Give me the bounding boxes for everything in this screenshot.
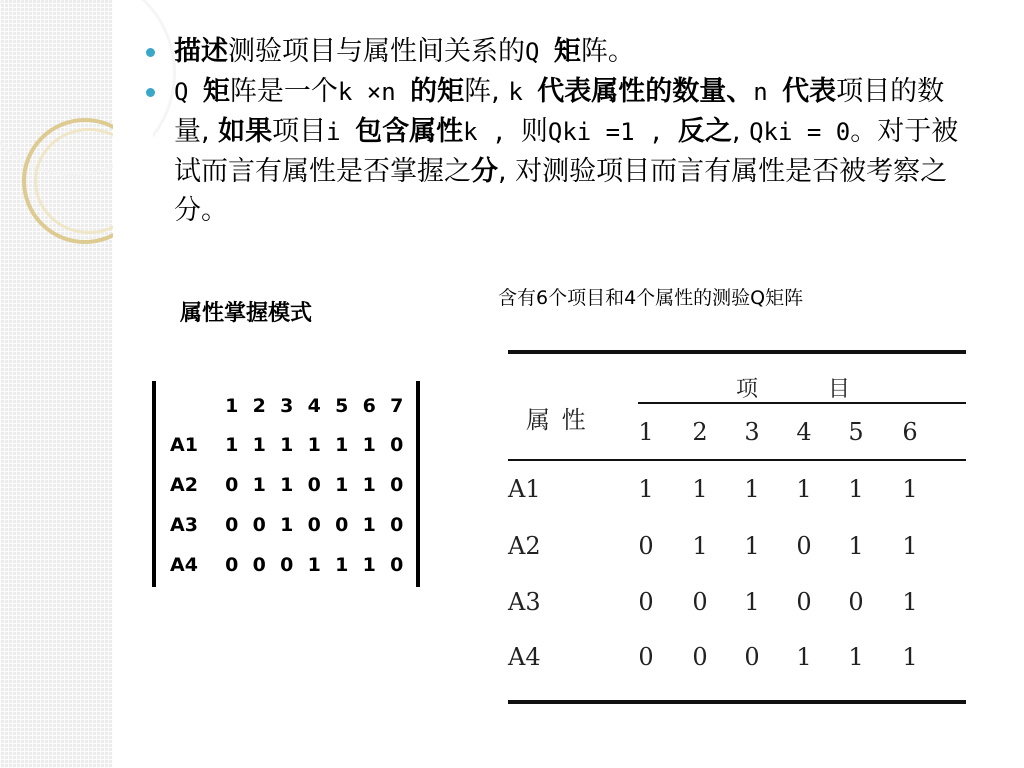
table-cell: 0: [796, 588, 812, 616]
bullet-text-segment: 阵,: [464, 76, 509, 107]
matrix-cell: 1: [362, 554, 376, 576]
matrix-column-header: 2: [252, 395, 266, 417]
bullet-text-segment: 如果: [218, 116, 273, 147]
matrix-cell: 0: [390, 554, 404, 576]
table-row-label: A3: [508, 588, 541, 616]
matrix-cell: 0: [225, 514, 239, 536]
table-column-header: 4: [796, 418, 812, 446]
bullet-text-segment: 阵。: [580, 36, 635, 67]
table-cell: 0: [638, 588, 654, 616]
bullet-text-segment: 矩: [202, 76, 230, 107]
q-matrix-table: [506, 350, 966, 710]
table-cell: 1: [848, 475, 864, 503]
bullet-text-segment: 代表: [782, 76, 837, 107]
matrix-cell: 1: [280, 514, 294, 536]
matrix-cell: 0: [390, 474, 404, 496]
matrix-row: [170, 554, 411, 576]
table-column-header: 2: [692, 418, 708, 446]
matrix-cell: 1: [225, 434, 239, 456]
q-matrix-caption: 含有6个项目和4个属性的测验Q矩阵: [498, 287, 804, 309]
table-cell: 1: [796, 475, 812, 503]
matrix-column-header: 4: [307, 395, 321, 417]
matrix-column-header: 7: [390, 395, 404, 417]
matrix-column-header: 5: [335, 395, 349, 417]
bullet-text-segment: i: [326, 118, 356, 146]
matrix-cell: 1: [335, 474, 349, 496]
matrix-cell: 1: [335, 554, 349, 576]
bullet-text-segment: 则: [520, 116, 548, 147]
bullet-text-segment: 代表属性的数量、: [537, 76, 754, 107]
table-column-header: 6: [902, 418, 918, 446]
table-cell: 1: [638, 475, 654, 503]
matrix-cell: 0: [252, 554, 266, 576]
matrix-column-header: 3: [280, 395, 294, 417]
matrix-cell: 1: [335, 434, 349, 456]
header-bottom-rule: [508, 459, 966, 461]
matrix-cell: 0: [307, 514, 321, 536]
matrix-cell: 0: [280, 554, 294, 576]
bullet-text-segment: 项目的数量,: [174, 76, 945, 147]
group-header-label: 项: [736, 377, 759, 402]
matrix-cell: 1: [252, 434, 266, 456]
table-cell: 0: [796, 532, 812, 560]
matrix-row-label: A4: [170, 554, 198, 576]
matrix-cell: 0: [390, 434, 404, 456]
matrix-cell: 1: [362, 474, 376, 496]
table-row-label: A1: [508, 475, 541, 503]
bullet-text-segment: k ×n: [337, 78, 411, 106]
table-cell: 0: [848, 588, 864, 616]
table-cell: 1: [744, 475, 760, 503]
bullet-text-segment: 分: [471, 156, 498, 187]
matrix-row: [170, 474, 411, 496]
matrix-header-row: [170, 395, 411, 417]
table-cell: 1: [902, 475, 918, 503]
table-cell: 1: [692, 475, 708, 503]
table-bottom-rule: [508, 700, 966, 704]
bullet-dot-icon: [146, 88, 155, 97]
matrix-cell: 1: [252, 474, 266, 496]
group-header-label: 目: [828, 377, 851, 402]
table-cell: 0: [638, 532, 654, 560]
table-column-header: 5: [848, 418, 864, 446]
matrix-row-label: A1: [170, 434, 198, 456]
table-column-header: 1: [638, 418, 654, 446]
mastery-pattern-caption: 属性掌握模式: [180, 301, 313, 326]
bullet-dot-icon: [146, 48, 155, 57]
table-cell: 1: [902, 588, 918, 616]
bullet-text: [174, 76, 958, 226]
matrix-cell: 0: [335, 514, 349, 536]
bullet-list: [146, 32, 966, 230]
corner-label: 属 性: [526, 406, 588, 434]
matrix-column-header: 1: [225, 395, 239, 417]
matrix-row-label: A2: [170, 474, 198, 496]
matrix-column-header: 6: [362, 395, 376, 417]
matrix-cell: 1: [362, 514, 376, 536]
table-cell: 0: [744, 643, 760, 671]
bullet-text-segment: k ,: [463, 118, 521, 146]
matrix-row-label: A3: [170, 514, 198, 536]
matrix-cell: 0: [252, 514, 266, 536]
matrix-row: [170, 514, 411, 536]
mastery-matrix: [152, 381, 420, 587]
table-cell: 1: [902, 643, 918, 671]
matrix-cell: 1: [307, 554, 321, 576]
table-cell: 0: [692, 588, 708, 616]
bullet-text-segment: 的矩: [410, 76, 465, 107]
bullet-text-segment: n: [753, 78, 783, 106]
bullet-text-segment: 描述: [174, 36, 228, 67]
matrix-row: [170, 434, 411, 456]
table-cell: 1: [848, 643, 864, 671]
matrix-cell: 0: [225, 554, 239, 576]
matrix-cell: 1: [280, 434, 294, 456]
matrix-bracket-left: [152, 381, 156, 587]
bullet-text-segment: Q: [525, 38, 554, 66]
bullet-text-segment: ,: [731, 116, 750, 147]
table-cell: 1: [848, 532, 864, 560]
bullet-text-segment: k: [508, 78, 538, 106]
bullet-text-segment: 测验项目与属性间关系的: [228, 36, 525, 67]
bullet-text-segment: 。对于被试而言有属性是否掌握之: [174, 116, 959, 187]
table-cell: 1: [796, 643, 812, 671]
bullet-item: [146, 32, 966, 72]
table-top-rule: [508, 350, 966, 354]
matrix-cell: 0: [225, 474, 239, 496]
bullet-text-segment: 反之: [677, 116, 732, 147]
bullet-text-segment: Q: [174, 78, 203, 106]
table-cell: 0: [692, 643, 708, 671]
bullet-text-segment: 项目: [272, 116, 327, 147]
matrix-cell: 0: [307, 474, 321, 496]
table-cell: 0: [638, 643, 654, 671]
table-cell: 1: [692, 532, 708, 560]
bullet-text: [174, 36, 635, 67]
matrix-cell: 0: [390, 514, 404, 536]
table-cell: 1: [902, 532, 918, 560]
table-row-label: A2: [508, 532, 541, 560]
table-cell: 1: [744, 532, 760, 560]
bullet-text-segment: Qki = 0: [749, 118, 851, 146]
matrix-bracket-right: [416, 381, 420, 587]
bullet-text-segment: Qki =1 ,: [547, 118, 678, 146]
bullet-text-segment: 包含属性: [355, 116, 464, 147]
matrix-cell: 1: [362, 434, 376, 456]
matrix-cell: 1: [307, 434, 321, 456]
bullet-text-segment: , 对测验项目而言有属性是否被考察之分。: [174, 156, 948, 226]
matrix-cell: 1: [280, 474, 294, 496]
matrix-corner: [170, 395, 218, 417]
group-header-rule: [638, 402, 966, 404]
bullet-item: [146, 72, 966, 230]
bullet-text-segment: 阵是一个: [229, 76, 338, 107]
table-column-header: 3: [744, 418, 760, 446]
bullet-text-segment: 矩: [553, 36, 581, 67]
table-row-label: A4: [508, 643, 541, 671]
table-cell: 1: [744, 588, 760, 616]
